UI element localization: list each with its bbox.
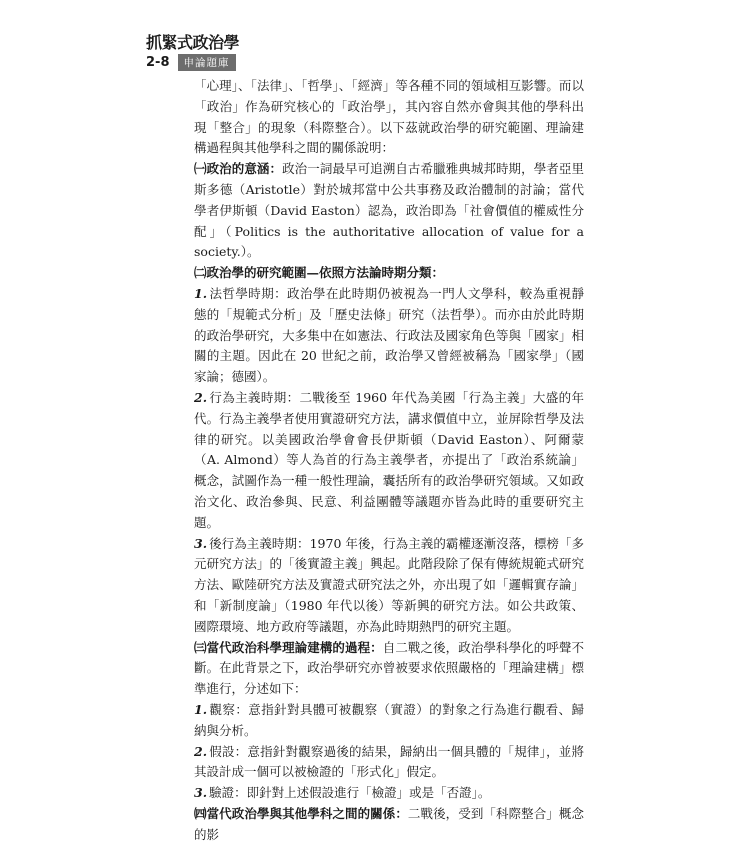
method-period-1-num: 1. [194, 285, 208, 301]
section-1-text: 政治一詞最早可追溯自古希臘雅典城邦時期，學者亞里斯多德（Aristotle）對於城邦當中公共事務及政治體制的討論；當代學者伊斯頓（David Easton）認為，政治即為「社會價值的權威性分配」（Politics is the authoritative allocation of value for a society.）。 [194, 161, 584, 260]
method-period-3-text: 後行為主義時期：1970 年後，行為主義的霸權逐漸沒落，標榜「多元研究方法」的「後實證主義」興起。此階段除了保有傳統規範式研究方法、歐陸研究方法及實證式研究法之外，亦出現了如「邏輯實存論」和「新制度論」（1980 年代以後）等新興的研究方法。如公共政策、國際環境、地方政府等議題，亦為此時期熱門的研究主題。 [194, 535, 584, 634]
theory-step-2 [194, 742, 584, 784]
theory-step-1-text: 觀察：意指針對具體可被觀察（實證）的對象之行為進行觀看、歸納與分析。 [194, 701, 584, 738]
page-number: 2-8 [146, 55, 170, 70]
method-period-1-text: 法哲學時期：政治學在此時期仍被視為一門人文學科，較為重視靜態的「規範式分析」及「歷史法條」研究（法哲學）。而亦由於此時期的政治學研究，大多集中在如憲法、行政法及國家角色等與「國家」相關的主題。因此在 20 世紀之前，政治學又曾經被稱為「國家學」（國家論；德國）。 [194, 285, 584, 385]
section-tag: 申論題庫 [178, 54, 236, 71]
section-4 [194, 804, 584, 845]
section-1-heading: ㈠政治的意涵： [194, 161, 283, 177]
method-period-2 [194, 388, 584, 534]
section-1 [194, 159, 584, 263]
theory-step-1-num: 1. [194, 701, 208, 717]
theory-step-3 [194, 783, 584, 804]
section-2 [194, 263, 584, 284]
page-header [146, 30, 239, 71]
theory-step-2-num: 2. [194, 743, 208, 759]
section-3-heading: ㈢當代政治科學理論建構的過程： [194, 639, 383, 655]
section-4-text: 二戰後，受到「科際整合」概念的影 [194, 805, 584, 842]
theory-step-2-text: 假設：意指針對觀察過後的結果，歸納出一個具體的「規律」，並將其設計成一個可以被檢證的「形式化」假定。 [194, 743, 584, 780]
theory-step-3-num: 3. [194, 785, 208, 801]
method-period-2-text: 行為主義時期：二戰後至 1960 年代為美國「行為主義」大盛的年代。行為主義學者使用實證研究方法，講求價值中立，並屏除哲學及法律的研究。以美國政治學會會長伊斯頓（David Easton）、阿爾蒙（A. Almond）等人為首的行為主義學者，亦提出了「政治系統論」概念，試圖作為一種一般性理論，囊括所有的政治學研究領域。又如政治文化、政治參與、民意、利益團體等議題亦皆為此時的重要研究主題。 [194, 389, 584, 530]
header-row [146, 54, 239, 71]
section-3 [194, 638, 584, 700]
section-4-heading: ㈣當代政治學與其他學科之間的關係： [194, 805, 408, 821]
intro-paragraph: 「心理」、「法律」、「哲學」、「經濟」等各種不同的領域相互影響。而以「政治」作為研究核心的「政治學」，其內容自然亦會與其他的學科出現「整合」的現象（科際整合）。以下茲就政治學的研究範圍、理論建構過程與其他學科之間的關係說明： [194, 78, 584, 156]
method-period-3 [194, 534, 584, 638]
theory-step-1 [194, 700, 584, 742]
page-body [194, 76, 584, 845]
method-period-1 [194, 284, 584, 388]
theory-step-3-text: 驗證：即針對上述假設進行「檢證」或是「否證」。 [209, 785, 491, 801]
book-title: 抓緊式政治學 [146, 33, 240, 52]
section-3-text: 自二戰之後，政治學科學化的呼聲不斷。在此背景之下，政治學研究亦曾被要求依照嚴格的「理論建構」標準進行，分述如下： [194, 639, 584, 697]
section-2-heading: ㈡政治學的研究範圍—依照方法論時期分類： [194, 265, 445, 281]
method-period-2-num: 2. [194, 389, 208, 405]
method-period-3-num: 3. [194, 535, 208, 551]
